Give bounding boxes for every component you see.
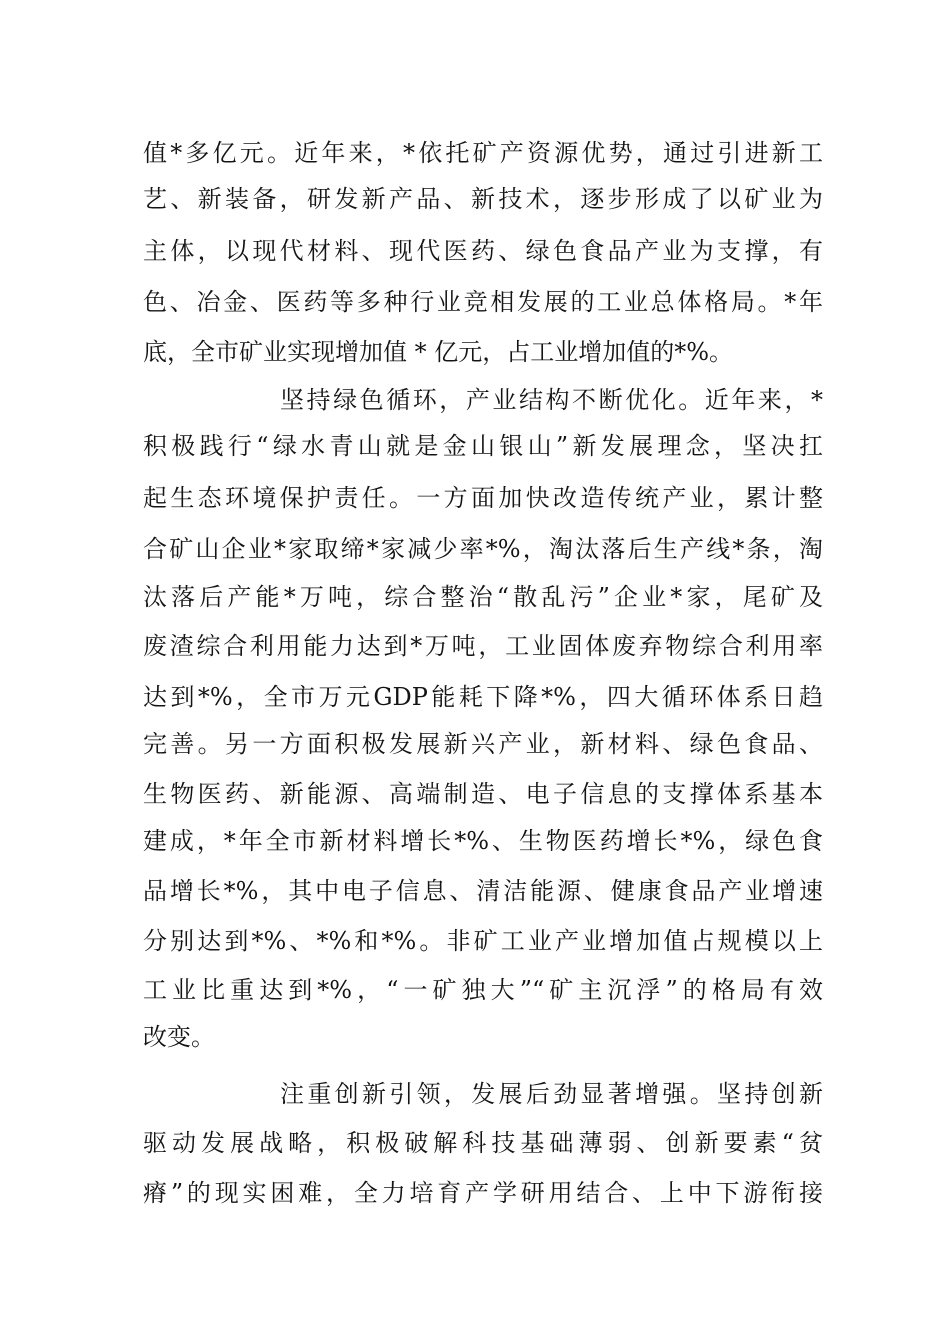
text-line: 完善。另一方面积极发展新兴产业，新材料、绿色食品、: [143, 730, 823, 758]
text-line: 色、冶金、医药等多种行业竞相发展的工业总体格局。*年: [143, 288, 823, 316]
text-line: 工业比重达到*%，“一矿独大”“矿主沉浮”的格局有效: [143, 976, 823, 1004]
paragraph-heading-line: 注重创新引领，发展后劲显著增强。坚持创新: [280, 1080, 823, 1108]
text-line: 生物医药、新能源、高端制造、电子信息的支撑体系基本: [143, 780, 823, 808]
text-line: 品增长*%，其中电子信息、清洁能源、健康食品产业增速: [143, 877, 823, 905]
text-line: 主体，以现代材料、现代医药、绿色食品产业为支撑，有: [143, 237, 823, 265]
text-line: 改变。: [143, 1023, 215, 1051]
text-line: 合矿山企业*家取缔*家减少率*%，淘汰落后生产线*条，淘: [143, 535, 823, 563]
text-line: 值*多亿元。近年来，*依托矿产资源优势，通过引进新工: [143, 139, 823, 167]
text-line: 瘠”的现实困难，全力培育产学研用结合、上中下游衔接: [143, 1179, 823, 1207]
text-line: 驱动发展战略，积极破解科技基础薄弱、创新要素“贫: [143, 1129, 823, 1157]
text-line: 底，全市矿业实现增加值 * 亿元，占工业增加值的*%。: [143, 338, 734, 366]
text-line: 起生态环境保护责任。一方面加快改造传统产业，累计整: [143, 484, 823, 512]
text-line: 建成，*年全市新材料增长*%、生物医药增长*%，绿色食: [143, 827, 823, 855]
paragraph-heading-line: 坚持绿色循环，产业结构不断优化。近年来，*: [280, 386, 823, 414]
text-line: 分别达到*%、*%和*%。非矿工业产业增加值占规模以上: [143, 927, 823, 955]
text-line: 积极践行“绿水青山就是金山银山”新发展理念，坚决扛: [143, 432, 823, 460]
text-line: 废渣综合利用能力达到*万吨，工业固体废弃物综合利用率: [143, 632, 823, 660]
text-line: 达到*%，全市万元GDP能耗下降*%，四大循环体系日趋: [143, 683, 823, 711]
text-line: 汰落后产能*万吨，综合整治“散乱污”企业*家，尾矿及: [143, 583, 823, 611]
text-line: 艺、新装备，研发新产品、新技术，逐步形成了以矿业为: [143, 185, 823, 213]
